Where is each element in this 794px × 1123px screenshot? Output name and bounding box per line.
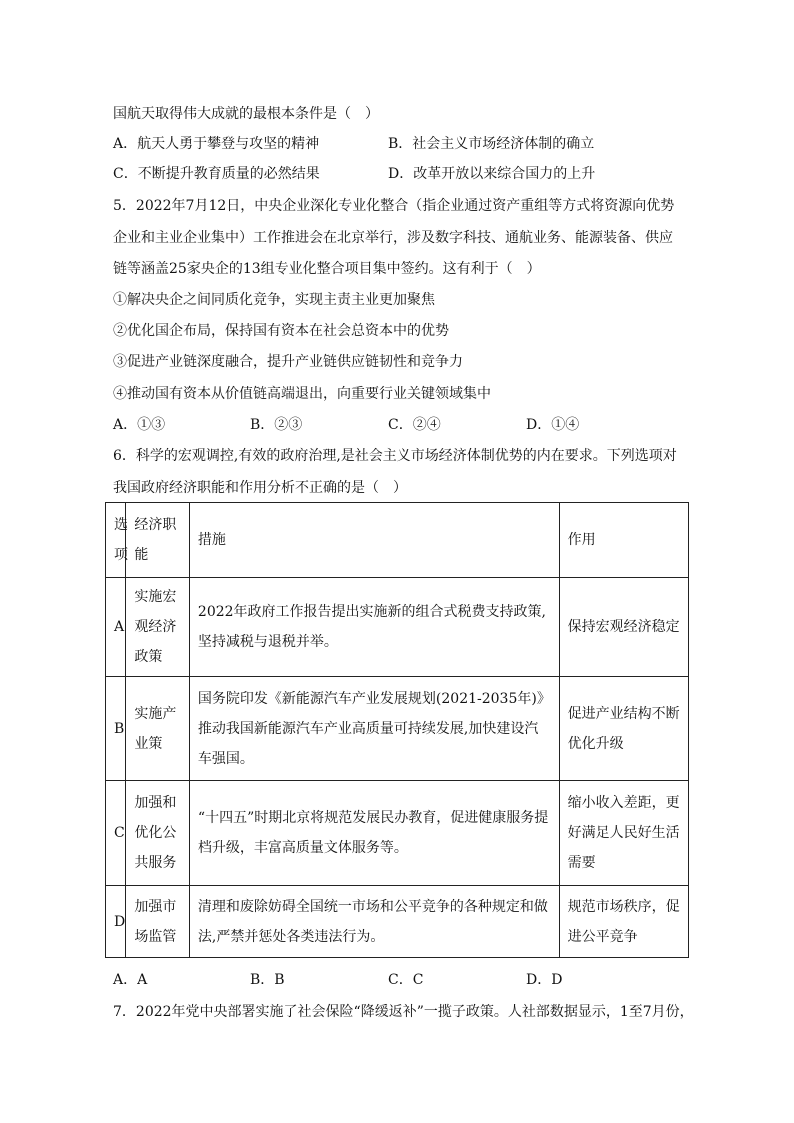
q6-stem-line1: 6．科学的宏观调控,有效的政府治理,是社会主义市场经济体制优势的内在要求。下列选项对	[113, 448, 677, 464]
q4-option-b: B．社会主义市场经济体制的确立	[388, 136, 595, 152]
q4-option-c: C．不断提升教育质量的必然结果	[113, 166, 320, 182]
q5-item-1: ①解决央企之间同质化竞争，实现主责主业更加聚焦	[113, 292, 435, 308]
q5-stem-line3: 链等涵盖25家央企的13组专业化整合项目集中签约。这有利于（ ）	[113, 261, 541, 277]
q6-option-c: C．C	[388, 972, 424, 988]
row-measure: “十四五”时期北京将规范发展民办教育，促进健康服务提档升级，丰富高质量文体服务等。	[189, 781, 559, 886]
row-effect: 促进产业结构不断优化升级	[559, 677, 688, 781]
row-effect: 保持宏观经济稳定	[559, 578, 688, 677]
row-option: B	[106, 677, 126, 781]
q5-item-3: ③促进产业链深度融合，提升产业链供应链韧性和竞争力	[113, 354, 463, 370]
q5-stem-line2: 企业和主业企业集中）工作推进会在北京举行，涉及数字科技、通航业务、能源装备、供应	[113, 230, 673, 246]
q6-option-a: A．A	[113, 972, 148, 988]
row-function: 实施宏观经济政策	[126, 578, 190, 677]
table-row	[106, 578, 689, 677]
q5-option-c: C．②④	[388, 417, 441, 433]
table-header-row	[106, 503, 689, 578]
row-effect: 缩小收入差距，更好满足人民好生活需要	[559, 781, 688, 886]
q7-stem-line1: 7．2022年党中央部署实施了社会保险“降缓返补”一揽子政策。人社部数据显示，1至7月份，	[113, 1004, 694, 1020]
header-effect: 作用	[559, 503, 688, 578]
q6-stem-line2: 我国政府经济职能和作用分析不正确的是（ ）	[113, 480, 407, 496]
q5-option-b: B．②③	[250, 417, 303, 433]
q5-option-d: D．①④	[526, 417, 580, 433]
q6-option-d: D．D	[526, 972, 563, 988]
row-option: D	[106, 886, 126, 958]
q4-option-a: A．航天人勇于攀登与攻坚的精神	[113, 136, 320, 152]
table-row	[106, 886, 689, 958]
header-option: 选项	[106, 503, 126, 578]
row-measure: 国务院印发《新能源汽车产业发展规划(2021-2035年)》推动我国新能源汽车产业高质量可持续发展,加快建设汽车强国。	[189, 677, 559, 781]
q6-option-b: B．B	[250, 972, 285, 988]
row-function: 加强市场监管	[126, 886, 190, 958]
table-row	[106, 677, 689, 781]
q5-item-4: ④推动国有资本从价值链高端退出，向重要行业关键领域集中	[113, 386, 491, 402]
row-measure: 2022年政府工作报告提出实施新的组合式税费支持政策,坚持减税与退税并举。	[189, 578, 559, 677]
row-measure: 清理和废除妨碍全国统一市场和公平竞争的各种规定和做法,严禁并惩处各类违法行为。	[189, 886, 559, 958]
row-function: 加强和优化公共服务	[126, 781, 190, 886]
header-measure: 措施	[189, 503, 559, 578]
q5-stem-line1: 5．2022年7月12日，中央企业深化专业化整合（指企业通过资产重组等方式将资源向优势	[113, 198, 675, 214]
row-effect: 规范市场秩序，促进公平竞争	[559, 886, 688, 958]
table-row	[106, 781, 689, 886]
row-function: 实施产业策	[126, 677, 190, 781]
row-option: C	[106, 781, 126, 886]
q5-item-2: ②优化国企布局，保持国有资本在社会总资本中的优势	[113, 323, 449, 339]
q4-stem-tail: 国航天取得伟大成就的最根本条件是（ ）	[113, 106, 379, 122]
q4-option-d: D．改革开放以来综合国力的上升	[388, 166, 596, 182]
q5-option-a: A．①③	[113, 417, 166, 433]
row-option: A	[106, 578, 126, 677]
q6-table	[105, 502, 689, 958]
header-function: 经济职能	[126, 503, 190, 578]
